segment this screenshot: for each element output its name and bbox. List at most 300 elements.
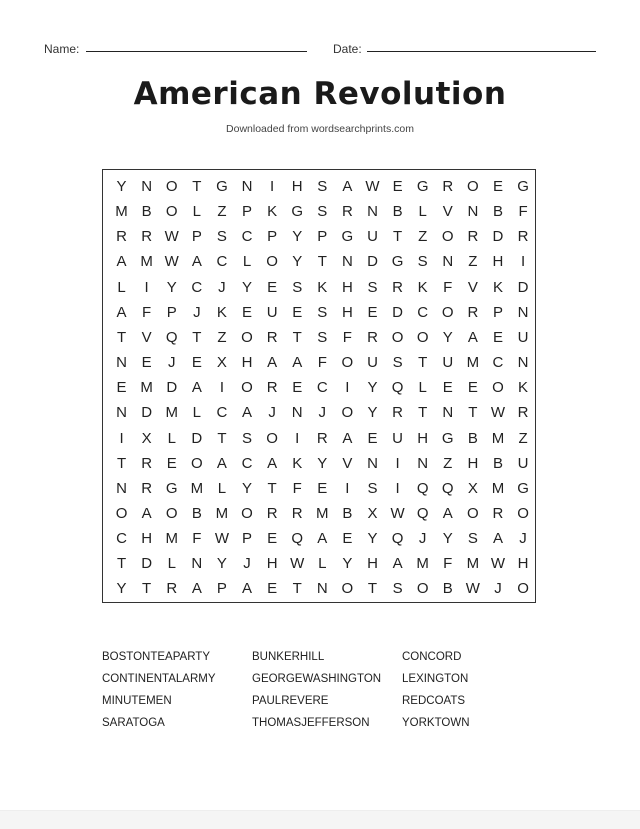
grid-letter[interactable]: Z xyxy=(418,228,428,246)
grid-letter[interactable]: T xyxy=(116,555,127,573)
grid-letter[interactable]: E xyxy=(191,354,202,372)
grid-letter[interactable]: E xyxy=(292,379,303,397)
grid-letter[interactable]: M xyxy=(491,479,505,497)
grid-letter[interactable]: J xyxy=(218,278,226,296)
grid-letter[interactable]: A xyxy=(191,580,202,598)
grid-letter[interactable]: N xyxy=(517,303,529,321)
grid-letter[interactable]: M xyxy=(215,504,229,522)
grid-letter[interactable]: R xyxy=(316,429,328,447)
grid-letter[interactable]: G xyxy=(517,479,529,497)
grid-letter[interactable]: R xyxy=(442,178,454,195)
grid-letter[interactable]: N xyxy=(442,253,454,271)
grid-letter[interactable]: V xyxy=(467,278,478,296)
grid-letter[interactable]: K xyxy=(292,454,303,472)
grid-letter[interactable]: M xyxy=(491,429,505,447)
grid-letter[interactable]: E xyxy=(467,379,478,397)
grid-letter[interactable]: C xyxy=(417,303,429,321)
grid-letter[interactable]: V xyxy=(442,203,453,221)
grid-letter[interactable]: G xyxy=(416,178,429,195)
grid-letter[interactable]: J xyxy=(318,404,327,422)
grid-letter[interactable]: I xyxy=(270,178,275,195)
grid-letter[interactable]: F xyxy=(443,555,453,573)
grid-letter[interactable]: B xyxy=(492,203,503,221)
grid-letter[interactable]: U xyxy=(517,328,529,346)
grid-letter[interactable]: K xyxy=(492,278,503,296)
grid-letter[interactable]: L xyxy=(167,555,176,573)
grid-row xyxy=(109,526,536,551)
grid-letter[interactable]: T xyxy=(418,354,428,372)
grid-letter[interactable]: Y xyxy=(292,253,303,271)
grid-letter[interactable]: R xyxy=(166,580,178,598)
grid-letter[interactable]: M xyxy=(466,555,480,573)
grid-letter[interactable]: A xyxy=(191,253,202,271)
grid-letter[interactable]: Y xyxy=(342,555,353,573)
grid-letter[interactable]: I xyxy=(345,479,350,497)
grid-letter[interactable]: B xyxy=(467,429,478,447)
grid-letter[interactable]: W xyxy=(465,580,480,598)
grid-letter[interactable]: F xyxy=(292,479,302,497)
grid-letter[interactable]: J xyxy=(167,354,176,372)
grid-letter[interactable]: G xyxy=(341,228,354,246)
grid-letter[interactable]: S xyxy=(216,228,227,246)
grid-letter[interactable]: C xyxy=(316,379,328,397)
grid-letter[interactable]: N xyxy=(442,404,454,422)
grid-letter[interactable]: B xyxy=(492,454,503,472)
grid-letter[interactable]: A xyxy=(242,580,253,598)
grid-letter[interactable]: P xyxy=(317,228,328,246)
grid-letter[interactable]: J xyxy=(268,404,276,422)
grid-letter[interactable]: T xyxy=(192,328,202,346)
grid-letter[interactable]: R xyxy=(141,228,153,246)
grid-letter[interactable]: A xyxy=(216,454,227,472)
grid-letter[interactable]: G xyxy=(441,429,454,447)
grid-letter[interactable]: P xyxy=(242,530,253,548)
grid-letter[interactable]: E xyxy=(166,454,177,472)
word-list-item: THOMASJEFFERSON xyxy=(252,717,370,729)
grid-letter[interactable]: O xyxy=(441,228,454,246)
grid-letter[interactable]: R xyxy=(367,328,378,346)
grid-row xyxy=(109,476,536,501)
grid-letter[interactable]: Z xyxy=(443,454,453,472)
grid-letter[interactable]: L xyxy=(418,379,427,397)
grid-letter[interactable]: C xyxy=(216,404,228,422)
grid-letter[interactable]: U xyxy=(442,354,454,372)
grid-letter[interactable]: O xyxy=(190,454,203,472)
grid-letter[interactable]: E xyxy=(242,303,253,321)
grid-letter[interactable]: W xyxy=(365,178,380,195)
grid-letter[interactable]: L xyxy=(418,203,427,221)
grid-letter[interactable]: E xyxy=(292,303,303,321)
grid-letter[interactable]: R xyxy=(517,404,529,422)
grid-letter[interactable]: N xyxy=(341,253,353,271)
grid-letter[interactable]: H xyxy=(341,278,353,296)
grid-letter[interactable]: A xyxy=(342,429,353,447)
grid-letter[interactable]: Y xyxy=(116,580,127,598)
grid-letter[interactable]: X xyxy=(216,354,227,372)
grid-letter[interactable]: R xyxy=(291,504,303,522)
grid-letter[interactable]: N xyxy=(116,404,127,422)
grid-letter[interactable]: P xyxy=(492,303,503,321)
grid-letter[interactable]: A xyxy=(442,504,453,522)
grid-letter[interactable]: E xyxy=(492,178,503,195)
grid-letter[interactable]: N xyxy=(467,203,479,221)
grid-letter[interactable]: A xyxy=(191,379,202,397)
grid-letter[interactable]: P xyxy=(242,203,253,221)
grid-letter[interactable]: S xyxy=(417,253,428,271)
grid-letter[interactable]: E xyxy=(317,479,328,497)
grid-letter[interactable]: U xyxy=(367,354,378,372)
grid-letter[interactable]: Q xyxy=(416,479,429,497)
grid-letter[interactable]: M xyxy=(190,479,204,497)
grid-letter[interactable]: O xyxy=(241,504,253,522)
grid-letter[interactable]: M xyxy=(466,354,480,372)
grid-letter[interactable]: F xyxy=(317,354,327,372)
grid-letter[interactable]: P xyxy=(216,580,227,598)
grid-letter[interactable]: C xyxy=(191,278,203,296)
grid-letter[interactable]: T xyxy=(116,454,127,472)
grid-letter[interactable]: V xyxy=(141,328,152,346)
grid-letter[interactable]: O xyxy=(266,429,278,447)
grid-letter[interactable]: S xyxy=(317,303,328,321)
grid-letter[interactable]: P xyxy=(166,303,177,321)
grid-letter[interactable]: Y xyxy=(116,178,127,195)
grid-letter[interactable]: I xyxy=(295,429,300,447)
grid-letter[interactable]: N xyxy=(291,404,303,422)
grid-letter[interactable]: F xyxy=(518,203,528,221)
grid-letter[interactable]: O xyxy=(165,504,178,522)
grid-letter[interactable]: J xyxy=(494,580,502,598)
grid-letter[interactable]: W xyxy=(214,530,229,548)
grid-letter[interactable]: I xyxy=(119,429,124,447)
grid-letter[interactable]: B xyxy=(342,504,353,522)
grid-letter[interactable]: S xyxy=(392,580,403,598)
grid-letter[interactable]: G xyxy=(517,178,529,195)
grid-letter[interactable]: S xyxy=(317,203,328,221)
grid-letter[interactable]: V xyxy=(342,454,353,472)
grid-letter[interactable]: L xyxy=(167,429,176,447)
grid-letter[interactable]: R xyxy=(392,404,403,422)
date-field[interactable] xyxy=(367,51,596,52)
grid-letter[interactable]: K xyxy=(518,379,529,397)
grid-letter[interactable]: A xyxy=(292,354,303,372)
grid-letter[interactable]: O xyxy=(341,404,354,422)
grid-letter[interactable]: T xyxy=(142,580,152,598)
grid-letter[interactable]: M xyxy=(140,253,153,271)
grid-letter[interactable]: U xyxy=(517,454,529,472)
grid-letter[interactable]: O xyxy=(165,203,178,221)
grid-letter[interactable]: L xyxy=(318,555,327,573)
grid-letter[interactable]: B xyxy=(191,504,202,522)
grid-letter[interactable]: S xyxy=(292,278,303,296)
grid-letter[interactable]: Y xyxy=(166,278,177,296)
grid-letter[interactable]: B xyxy=(392,203,403,221)
grid-letter[interactable]: Z xyxy=(518,429,528,447)
grid-letter[interactable]: S xyxy=(467,530,478,548)
grid-letter[interactable]: R xyxy=(467,228,479,246)
grid-letter[interactable]: U xyxy=(392,429,403,447)
grid-letter[interactable]: O xyxy=(266,253,278,271)
grid-letter[interactable]: Q xyxy=(416,504,429,522)
grid-letter[interactable]: A xyxy=(116,303,127,321)
grid-letter[interactable]: L xyxy=(242,253,252,271)
grid-letter[interactable]: Q xyxy=(291,530,304,548)
grid-letter[interactable]: R xyxy=(492,504,504,522)
grid-letter[interactable]: H xyxy=(492,253,504,271)
grid-letter[interactable]: W xyxy=(164,228,179,246)
grid-letter[interactable]: D xyxy=(492,228,504,246)
grid-letter[interactable]: Y xyxy=(216,555,227,573)
grid-letter[interactable]: A xyxy=(492,530,503,548)
grid-letter[interactable]: C xyxy=(241,228,253,246)
grid-letter[interactable]: N xyxy=(367,203,378,221)
grid-letter[interactable]: F xyxy=(142,303,152,321)
grid-letter[interactable]: D xyxy=(392,303,403,321)
grid-letter[interactable]: T xyxy=(217,429,227,447)
grid-letter[interactable]: S xyxy=(367,278,378,296)
grid-letter[interactable]: H xyxy=(266,555,278,573)
grid-letter[interactable]: Y xyxy=(317,454,328,472)
grid-letter[interactable]: J xyxy=(519,530,527,548)
grid-letter[interactable]: P xyxy=(191,228,202,246)
grid-letter[interactable]: R xyxy=(517,228,529,246)
grid-letter[interactable]: M xyxy=(115,203,128,221)
grid-letter[interactable]: R xyxy=(341,203,353,221)
grid-letter[interactable]: O xyxy=(165,178,178,195)
grid-letter[interactable]: T xyxy=(116,328,127,346)
grid-letter[interactable]: T xyxy=(367,580,378,598)
grid-letter[interactable]: O xyxy=(391,328,404,346)
grid-letter[interactable]: T xyxy=(192,178,202,195)
grid-letter[interactable]: O xyxy=(241,379,253,397)
grid-letter[interactable]: M xyxy=(165,530,178,548)
grid-letter[interactable]: J xyxy=(418,530,427,548)
grid-letter[interactable]: D xyxy=(191,429,203,447)
grid-letter[interactable]: T xyxy=(292,328,302,346)
grid-letter[interactable]: A xyxy=(342,178,353,195)
grid-letter[interactable]: M xyxy=(140,379,153,397)
grid-letter[interactable]: E xyxy=(392,178,403,195)
grid-letter[interactable]: S xyxy=(242,429,253,447)
grid-letter[interactable]: O xyxy=(517,504,529,522)
grid-letter[interactable]: R xyxy=(141,479,153,497)
grid-letter[interactable]: E xyxy=(492,328,503,346)
word-list-item: REDCOATS xyxy=(402,695,466,707)
grid-letter[interactable]: I xyxy=(345,379,350,397)
grid-letter[interactable]: I xyxy=(219,379,224,397)
grid-letter[interactable]: Y xyxy=(367,404,378,422)
grid-letter[interactable]: O xyxy=(241,328,253,346)
grid-letter[interactable]: E xyxy=(267,278,278,296)
grid-letter[interactable]: M xyxy=(416,555,429,573)
grid-letter[interactable]: Q xyxy=(165,328,178,346)
grid-letter[interactable]: G xyxy=(291,203,304,221)
grid-letter[interactable]: S xyxy=(367,479,378,497)
grid-letter[interactable]: A xyxy=(141,504,152,522)
grid-letter[interactable]: G xyxy=(391,253,404,271)
grid-letter[interactable]: D xyxy=(141,555,153,573)
grid-letter[interactable]: E xyxy=(442,379,453,397)
grid-letter[interactable]: O xyxy=(416,580,429,598)
word-list-item: GEORGEWASHINGTON xyxy=(252,673,382,685)
grid-letter[interactable]: A xyxy=(467,328,478,346)
grid-letter[interactable]: A xyxy=(267,354,278,372)
grid-letter[interactable]: N xyxy=(141,178,153,195)
grid-letter[interactable]: C xyxy=(216,253,228,271)
grid-letter[interactable]: N xyxy=(417,454,429,472)
grid-letter[interactable]: T xyxy=(418,404,428,422)
grid-letter[interactable]: H xyxy=(417,429,429,447)
grid-letter[interactable]: Y xyxy=(442,530,453,548)
grid-letter[interactable]: M xyxy=(165,404,178,422)
grid-letter[interactable]: Y xyxy=(242,479,253,497)
grid-letter[interactable]: D xyxy=(166,379,178,397)
grid-letter[interactable]: I xyxy=(520,253,526,271)
grid-letter[interactable]: D xyxy=(367,253,378,271)
grid-letter[interactable]: R xyxy=(467,303,479,321)
grid-letter[interactable]: S xyxy=(392,354,403,372)
grid-letter[interactable]: T xyxy=(317,253,327,271)
grid-letter[interactable]: R xyxy=(141,454,153,472)
grid-letter[interactable]: O xyxy=(341,580,354,598)
grid-letter[interactable]: L xyxy=(192,203,201,221)
grid-letter[interactable]: Q xyxy=(441,479,454,497)
grid-letter[interactable]: N xyxy=(191,555,203,573)
grid-letter[interactable]: T xyxy=(292,580,302,598)
grid-letter[interactable]: K xyxy=(417,278,428,296)
grid-letter[interactable]: T xyxy=(468,404,478,422)
grid-letter[interactable]: I xyxy=(395,479,400,497)
grid-letter[interactable]: C xyxy=(116,530,127,548)
grid-letter[interactable]: O xyxy=(115,504,128,522)
date-label: Date: xyxy=(333,42,362,56)
grid-letter[interactable]: W xyxy=(390,504,405,522)
grid-letter[interactable]: N xyxy=(116,354,127,372)
grid-letter[interactable]: A xyxy=(116,253,127,271)
grid-letter[interactable]: L xyxy=(217,479,227,497)
grid-letter[interactable]: N xyxy=(367,454,378,472)
grid-letter[interactable]: E xyxy=(367,429,378,447)
grid-letter[interactable]: N xyxy=(241,178,253,195)
grid-letter[interactable]: O xyxy=(341,354,354,372)
grid-letter[interactable]: T xyxy=(267,479,277,497)
grid-letter[interactable]: D xyxy=(517,278,529,296)
grid-letter[interactable]: C xyxy=(241,454,253,472)
grid-letter[interactable]: D xyxy=(141,404,153,422)
grid-letter[interactable]: O xyxy=(441,303,454,321)
grid-letter[interactable]: H xyxy=(517,555,529,573)
grid-letter[interactable]: E xyxy=(141,354,152,372)
grid-letter[interactable]: R xyxy=(266,328,278,346)
grid-letter[interactable]: A xyxy=(242,404,253,422)
grid-letter[interactable]: N xyxy=(517,354,529,372)
grid-letter[interactable]: B xyxy=(442,580,453,598)
grid-letter[interactable]: X xyxy=(467,479,478,497)
grid-letter[interactable]: W xyxy=(164,253,179,271)
grid-letter[interactable]: Q xyxy=(391,530,404,548)
grid-letter[interactable]: H xyxy=(367,555,378,573)
grid-letter[interactable]: C xyxy=(492,354,504,372)
grid-letter[interactable]: Y xyxy=(292,228,303,246)
grid-letter[interactable]: Q xyxy=(391,379,404,397)
grid-letter[interactable]: Z xyxy=(468,253,478,271)
grid-letter[interactable]: W xyxy=(490,404,506,422)
grid-letter[interactable]: R xyxy=(116,228,127,246)
grid-letter[interactable]: U xyxy=(367,228,378,246)
grid-letter[interactable]: N xyxy=(116,479,127,497)
grid-letter[interactable]: H xyxy=(141,530,153,548)
grid-letter[interactable]: Y xyxy=(367,530,378,548)
grid-letter[interactable]: Y xyxy=(442,328,453,346)
grid-letter[interactable]: B xyxy=(141,203,152,221)
grid-letter[interactable]: E xyxy=(367,303,378,321)
grid-letter[interactable]: L xyxy=(117,278,126,296)
grid-letter[interactable]: H xyxy=(291,178,303,195)
grid-letter[interactable]: K xyxy=(216,303,227,321)
grid-letter[interactable]: P xyxy=(267,228,278,246)
grid-letter[interactable]: H xyxy=(241,354,253,372)
grid-letter[interactable]: K xyxy=(267,203,278,221)
grid-letter[interactable]: Y xyxy=(367,379,378,397)
grid-letter[interactable]: E xyxy=(116,379,127,397)
grid-letter[interactable]: F xyxy=(192,530,202,548)
name-field[interactable] xyxy=(86,51,307,52)
grid-letter[interactable]: E xyxy=(267,530,278,548)
grid-letter[interactable]: R xyxy=(392,278,403,296)
grid-letter[interactable]: F xyxy=(342,328,352,346)
grid-letter[interactable]: A xyxy=(317,530,328,548)
name-label: Name: xyxy=(44,42,80,56)
grid-letter[interactable]: U xyxy=(266,303,278,321)
grid-letter[interactable]: M xyxy=(316,504,329,522)
grid-letter[interactable]: E xyxy=(267,580,278,598)
grid-letter[interactable]: G xyxy=(165,479,178,497)
grid-letter[interactable]: A xyxy=(267,454,278,472)
grid-letter[interactable]: N xyxy=(316,580,328,598)
grid-letter[interactable]: G xyxy=(216,178,228,195)
grid-letter[interactable]: R xyxy=(266,379,278,397)
grid-letter[interactable]: X xyxy=(367,504,378,522)
grid-letter[interactable]: F xyxy=(443,278,453,296)
grid-letter[interactable]: O xyxy=(517,580,529,598)
grid-letter[interactable]: J xyxy=(193,303,201,321)
grid-letter[interactable]: Z xyxy=(217,203,227,221)
grid-letter[interactable]: H xyxy=(341,303,353,321)
grid-letter[interactable]: S xyxy=(317,178,328,195)
grid-letter[interactable]: Y xyxy=(242,278,253,296)
grid-letter[interactable]: E xyxy=(342,530,353,548)
grid-row xyxy=(109,400,536,425)
grid-letter[interactable]: K xyxy=(317,278,328,296)
grid-letter[interactable]: O xyxy=(467,178,479,195)
grid-letter[interactable]: I xyxy=(395,454,400,472)
grid-letter[interactable]: O xyxy=(416,328,429,346)
grid-letter[interactable]: R xyxy=(266,504,278,522)
grid-letter[interactable]: I xyxy=(144,278,149,296)
grid-letter[interactable]: A xyxy=(392,555,403,573)
grid-letter[interactable]: L xyxy=(192,404,201,422)
grid-letter[interactable]: S xyxy=(317,328,328,346)
grid-letter[interactable]: Z xyxy=(217,328,227,346)
grid-letter[interactable]: W xyxy=(290,555,305,573)
grid-letter[interactable]: O xyxy=(492,379,504,397)
grid-letter[interactable]: X xyxy=(141,429,152,447)
word-list xyxy=(102,650,552,730)
grid-letter[interactable]: W xyxy=(490,555,506,573)
grid-letter[interactable]: O xyxy=(467,504,479,522)
grid-letter[interactable]: T xyxy=(392,228,403,246)
grid-letter[interactable]: H xyxy=(467,454,479,472)
grid-letter[interactable]: J xyxy=(243,555,251,573)
